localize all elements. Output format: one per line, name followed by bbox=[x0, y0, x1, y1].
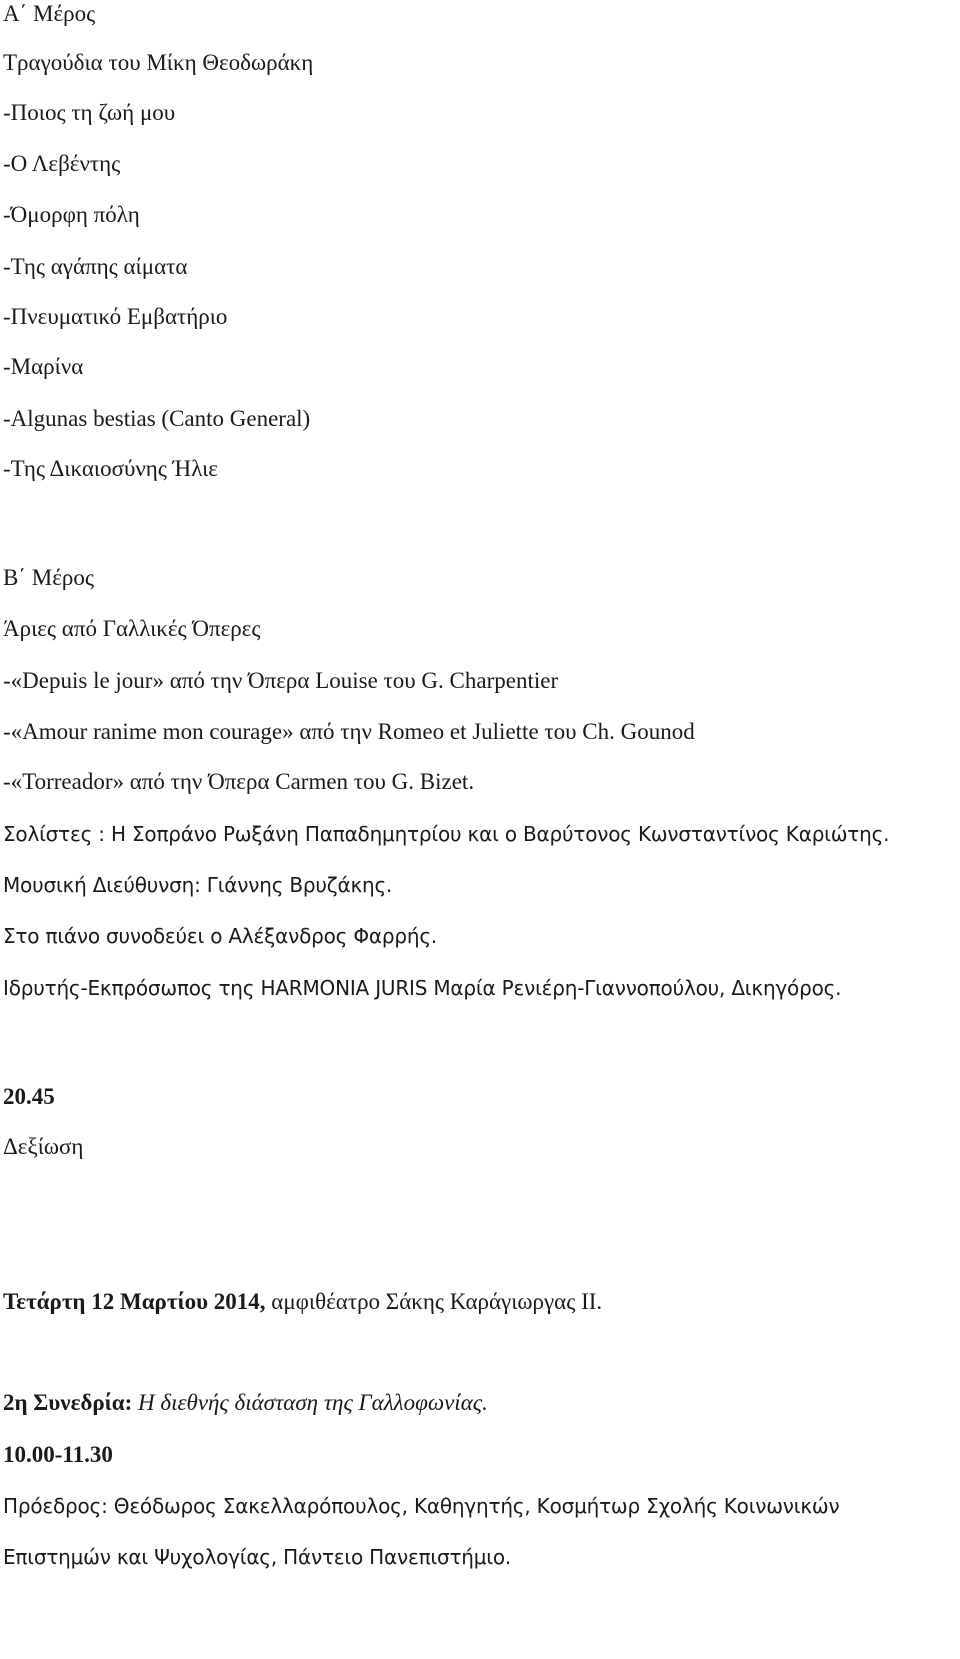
song-item: -Algunas bestias (Canto General) bbox=[3, 406, 311, 431]
session-chair-line2: Επιστημών και Ψυχολογίας, Πάντειο Πανεπιστήμιο. bbox=[3, 1545, 512, 1569]
session-chair-line1: Πρόεδρος: Θεόδωρος Σακελλαρόπουλος, Καθηγητής, Κοσμήτωρ Σχολής Κοινωνικών bbox=[3, 1494, 840, 1518]
part-b-heading: Β΄ Μέρος bbox=[3, 565, 94, 590]
song-item: -Πνευματικό Εμβατήριο bbox=[3, 304, 228, 329]
song-item: -Μαρίνα bbox=[3, 354, 84, 379]
credit-music-direction: Μουσική Διεύθυνση: Γιάννης Βρυζάκης. bbox=[3, 873, 393, 897]
aria-item: -«Depuis le jour» από την Όπερα Louise του G. Charpentier bbox=[3, 668, 559, 693]
song-item: -Ο Λεβέντης bbox=[3, 151, 121, 176]
session-line bbox=[3, 1389, 488, 1417]
aria-item: -«Amour ranime mon courage» από την Romeo et Juliette του Ch. Gounod bbox=[3, 719, 695, 744]
session-time: 10.00-11.30 bbox=[3, 1442, 113, 1467]
song-item: -Της αγάπης αίματα bbox=[3, 254, 188, 279]
reception-time: 20.45 bbox=[3, 1084, 55, 1109]
aria-item: -«Torreador» από την Όπερα Carmen του G. Bizet. bbox=[3, 769, 475, 794]
part-b-subheading: Άριες από Γαλλικές Όπερες bbox=[3, 616, 261, 641]
day-venue: αμφιθέατρο Σάκης Καράγιωργας ΙΙ. bbox=[265, 1289, 603, 1314]
day-date: Τετάρτη 12 Μαρτίου 2014, bbox=[3, 1289, 266, 1314]
part-a-heading: Α΄ Μέρος bbox=[3, 1, 96, 26]
session-title: Η διεθνής διάσταση της Γαλλοφωνίας. bbox=[132, 1390, 488, 1415]
reception-label: Δεξίωση bbox=[3, 1134, 84, 1159]
song-item: -Ποιος τη ζωή μου bbox=[3, 100, 176, 125]
credit-piano: Στο πιάνο συνοδεύει ο Αλέξανδρος Φαρρής. bbox=[3, 924, 438, 948]
day-line bbox=[3, 1288, 602, 1316]
song-item: -Της Δικαιοσύνης Ήλιε bbox=[3, 456, 218, 481]
credit-founder: Ιδρυτής-Εκπρόσωπος της HARMONIA JURIS Μαρία Ρενιέρη-Γιαννοπούλου, Δικηγόρος. bbox=[3, 976, 842, 1000]
credit-soloists: Σολίστες : Η Σοπράνο Ρωξάνη Παπαδημητρίου και ο Βαρύτονος Κωνσταντίνος Καριώτης. bbox=[3, 822, 890, 846]
session-label: 2η Συνεδρία: bbox=[3, 1390, 133, 1415]
song-item: -Όμορφη πόλη bbox=[3, 202, 140, 227]
part-a-subheading: Τραγούδια του Μίκη Θεοδωράκη bbox=[3, 50, 314, 75]
